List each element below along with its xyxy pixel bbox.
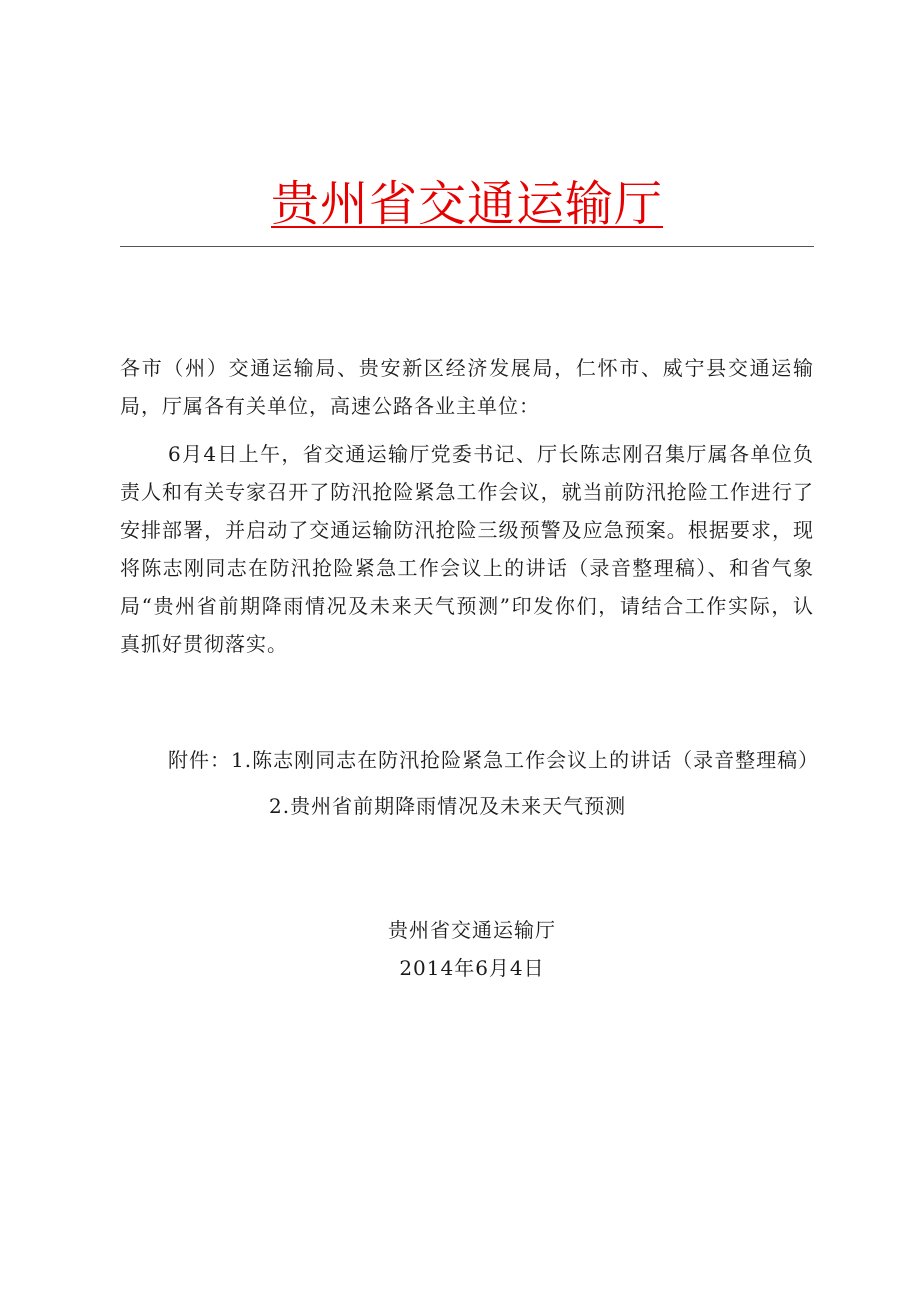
attachments-label: 附件：	[168, 748, 231, 772]
attachment-item-1: 1.陈志刚同志在防汛抢险紧急工作会议上的讲话（录音整理稿）	[231, 748, 820, 772]
attachment-row-2	[168, 787, 814, 825]
letterhead-title: 贵州省交通运输厅	[270, 176, 663, 232]
attachment-item-2: 2.贵州省前期降雨情况及未来天气预测	[269, 794, 627, 818]
attachments-section	[168, 741, 820, 825]
addressee: 各市（州）交通运输局、贵安新区经济发展局，仁怀市、威宁县交通运输局，厅属各有关单位，高速公路各业主单位：	[120, 356, 814, 418]
body-paragraph: 6月4日上午，省交通运输厅党委书记、厅长陈志刚召集厅属各单位负责人和有关专家召开了防汛抢险紧急工作会议，就当前防汛抢险工作进行了安排部署，并启动了交通运输防汛抢险三级预警及应急预案。根据要求，现将陈志刚同志在防汛抢险紧急工作会议上的讲话（录音整理稿）、和省气象局“贵州省前期降雨情况及未来天气预测”印发你们，请结合工作实际，认真抓好贯彻落实。	[120, 442, 814, 656]
letterhead-divider	[120, 246, 814, 247]
signature-organization: 贵州省交通运输厅	[388, 918, 556, 942]
signature-date: 2014年6月4日	[399, 956, 545, 980]
attachment-row-1	[168, 741, 820, 779]
signature-block	[120, 911, 814, 987]
